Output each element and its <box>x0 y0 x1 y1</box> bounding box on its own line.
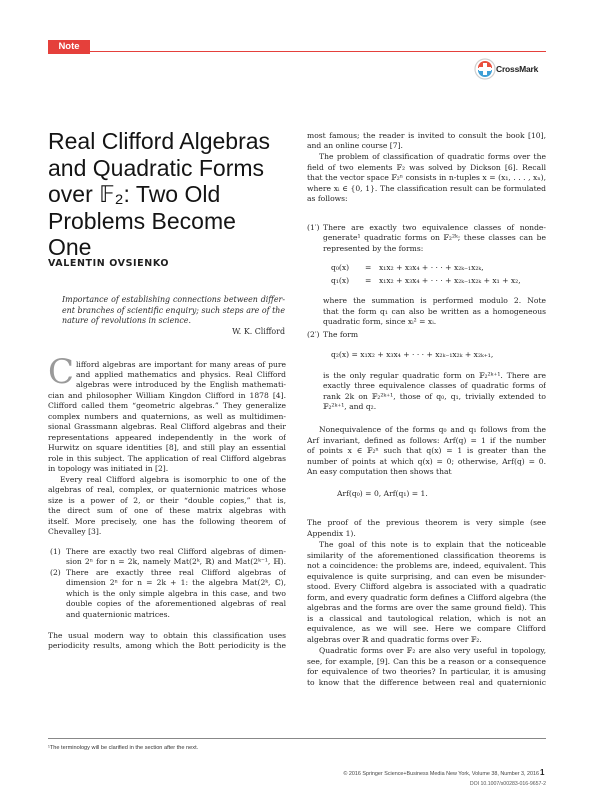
equation-rhs: x₁x₂ + x₃x₄ + · · · + x₂ₖ₋₁x₂ₖ, <box>379 263 484 272</box>
text-line: An easy computation then shows that <box>307 467 452 476</box>
text-line: Clifford called them “geometric algebras.” They generalize <box>48 401 286 410</box>
text-line: equivalence, as we will see. Here we compare Clifford <box>307 624 546 633</box>
list-number: (1′) <box>307 223 320 232</box>
text-line: form, and every quadratic form defines a Clifford algebra (the <box>307 593 546 602</box>
list-line: There are exactly three real Clifford algebras of <box>66 568 286 577</box>
text-line: equivalence is quite surprising, and can even be misunder- <box>307 572 546 581</box>
list-line: dimension 2ⁿ for n = 2k + 1: the algebra Mat(2ᵏ, ℂ), <box>66 578 286 587</box>
text-line: similarity of the aforementioned classification theorems is <box>307 551 546 560</box>
text-line: stood. Every Clifford algebra is associated with a quadratic <box>307 582 546 591</box>
header-rule <box>90 51 546 52</box>
text-line: size is a power of 2, or their “double copies,” that is, <box>48 496 286 505</box>
equation-equals: = <box>365 276 372 285</box>
text-line: algebras and the forms are over the same ground field). This <box>307 603 546 612</box>
list-line: is the only regular quadratic form on 𝔽₂²ᵏ⁺¹. There are <box>323 371 546 380</box>
list-line: and quaternionic matrices. <box>66 610 170 619</box>
text-line: Quadratic forms over 𝔽₂ are also very useful in topology, <box>319 646 546 655</box>
text-line: Chevalley [3]. <box>48 527 102 536</box>
list-line: rank 2k on 𝔽₂²ᵏ⁺¹, those of q₀, q₁, trivially extended to <box>323 392 546 401</box>
drop-cap: C <box>48 352 75 392</box>
list-line: that the form q₁ can also be written as a homogeneous <box>323 307 546 316</box>
list-number: (1) <box>50 547 61 556</box>
text-line: most famous; the reader is invited to consult the book [10], <box>307 131 546 140</box>
equation-rhs: x₁x₂ + x₃x₄ + · · · + x₂ₖ₋₁x₂ₖ + x₁ + x₂, <box>379 276 521 285</box>
text-line: The usual modern way to obtain this classification uses <box>48 631 286 640</box>
text-line: where xᵢ ∈ {0, 1}. The classification result can be formulated <box>307 184 546 193</box>
list-line: where the summation is performed modulo 2. Note <box>323 296 546 305</box>
list-line: The form <box>323 330 359 339</box>
list-number: (2′) <box>307 330 320 339</box>
text-line: Nonequivalence of the forms q₀ and q₁ follows from the <box>319 425 546 434</box>
text-line: Arf invariant, defined as follows: Arf(q) = 1 if the number <box>307 436 546 445</box>
epigraph-line: nature of revolutions in science. <box>62 316 191 326</box>
list-line: which is the only simple algebra in this case, and two <box>66 589 286 598</box>
list-line: There are exactly two equivalence classes of nonde- <box>323 223 546 232</box>
list-line: generate¹ quadratic forms on 𝔽₂²ᵏ; these classes can be <box>323 233 546 242</box>
crossmark-icon <box>474 57 496 81</box>
text-line: The problem of classification of quadratic forms over the <box>319 152 546 161</box>
title-line: One <box>48 234 92 260</box>
equation-equals: = <box>365 263 372 272</box>
article-title <box>48 128 288 261</box>
list-line: represented by the forms: <box>323 244 424 253</box>
equation-lhs: q₀(x) <box>331 263 350 272</box>
text-line: The goal of this note is to explain that the noticeable <box>319 540 546 549</box>
crossmark-label: CrossMark <box>496 64 539 74</box>
list-line: 𝔽₂²ᵏ⁺¹, and q₂. <box>323 402 377 411</box>
list-line: double copies of the aforementioned algebras of real <box>66 599 286 608</box>
footnote: ¹The terminology will be clarified in the section after the next. <box>48 745 199 751</box>
text-line: representations appeared independently in the work of <box>48 433 286 442</box>
list-line: exactly three equivalence classes of quadratic forms of <box>323 381 546 390</box>
text-line: The proof of the previous theorem is very simple (see <box>307 518 546 527</box>
text-line: see, for example, [9]. Can this be a reason or a consequence <box>307 657 546 666</box>
text-line: lifford algebras are important for many areas of pure <box>76 360 286 369</box>
title-line: Real Clifford Algebras <box>48 128 271 154</box>
text-line: as follows: <box>307 194 348 203</box>
title-line: Problems Become <box>48 207 236 234</box>
text-line: and an online course [7]. <box>307 141 403 150</box>
epigraph <box>62 295 285 327</box>
equation-lhs: q₁(x) <box>331 276 350 285</box>
list-line: sion 2ⁿ for n = 2k, namely Mat(2ᵏ, ℝ) and Mat(2ᵏ⁻¹, ℍ). <box>66 557 286 566</box>
crossmark-logo[interactable] <box>474 57 552 81</box>
equation: Arf(q₀) = 0, Arf(q₁) = 1. <box>337 489 428 498</box>
list-number: (2) <box>50 568 61 577</box>
epigraph-attribution: W. K. Clifford <box>232 327 285 336</box>
text-line: periodicity results, among which the Bott periodicity is the <box>48 641 286 650</box>
epigraph-line: ent branches of scientific enquiry; such steps are of the <box>62 305 285 315</box>
text-line: algebras of real, complex, or quaternionic matrices whose <box>48 485 286 494</box>
copyright-line: © 2016 Springer Science+Business Media New York, Volume 38, Number 3, 2016 <box>343 771 539 777</box>
text-line: Hurwitz on square identities [8], and still play an essential <box>48 443 286 452</box>
text-line: Appendix 1). <box>307 529 356 538</box>
author-name: VALENTIN OVSIENKO <box>48 258 170 269</box>
text-line: to know that the difference between real and quaternionic <box>307 678 546 687</box>
equation: q₂(x) = x₁x₂ + x₃x₄ + · · · + x₂ₖ₋₁x₂ₖ + x₂ₖ₊₁, <box>331 350 494 359</box>
list-line: There are exactly two real Clifford algebras of dimen- <box>66 547 286 556</box>
epigraph-line: Importance of establishing connections between differ- <box>62 295 285 304</box>
text-line: itself. More precisely, one has the following theorem of <box>48 517 286 526</box>
text-line: is a classical and tautological relation, which is not an <box>307 614 546 623</box>
text-line: complex numbers and quaternions, as well as multidimen- <box>48 412 286 421</box>
text-line: role in this subject. The application of real Clifford algebras <box>48 454 286 463</box>
text-line: algebras were introduced by the English mathemati- <box>76 380 286 389</box>
text-line: cian and philosopher William Kingdon Clifford in 1878 [4]. <box>48 391 286 400</box>
text-line: algebras over ℝ and quadratic forms over 𝔽₂. <box>307 635 482 644</box>
text-line: field of two elements 𝔽₂ was solved by Dickson [6]. Recall <box>307 163 546 172</box>
text-line: in topology was initiated in [2]. <box>48 464 169 473</box>
text-line: of points x ∈ 𝔽₂ⁿ such that q(x) = 1 is greater than the <box>307 446 546 455</box>
list-line: quadratic form, since xᵢ² = xᵢ. <box>323 317 437 326</box>
note-badge: Note <box>48 40 90 54</box>
page-number: 1 <box>540 768 545 777</box>
text-line: not a coincidence: the problems are, indeed, equivalent. This <box>307 561 546 570</box>
text-line: for equivalence of two theories? In particular, it is amusing <box>307 667 546 676</box>
title-line: over 𝔽₂: Two Old <box>48 181 221 207</box>
text-line: number of points at which q(x) = 0; otherwise, Arf(q) = 0. <box>307 457 546 466</box>
footnote-rule <box>48 738 546 739</box>
text-line: sional Grassmann algebras. Real Clifford algebras and their <box>48 422 286 431</box>
title-line: and Quadratic Forms <box>48 154 265 181</box>
text-line: and applied mathematics and physics. Real Clifford <box>76 370 286 379</box>
text-line: the direct sum of one of these matrix algebras with <box>48 506 286 515</box>
doi-link[interactable]: DOI 10.1007/s00283-016-9657-2 <box>469 781 546 787</box>
text-line: Every real Clifford algebra is isomorphic to one of the <box>60 475 286 484</box>
text-line: that the vector space 𝔽₂ⁿ consists in n-tuples x = (x₁, . . . , xₙ), <box>307 173 546 182</box>
